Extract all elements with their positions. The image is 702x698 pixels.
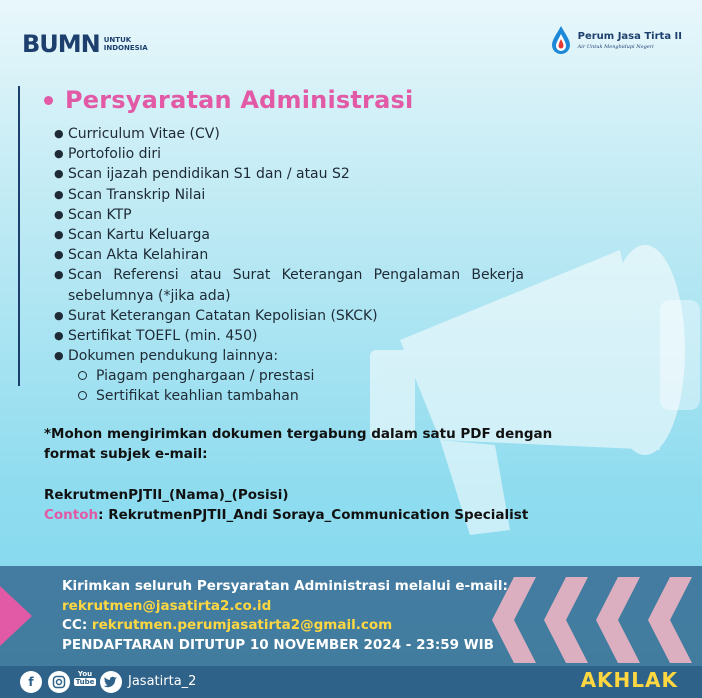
pink-triangle: [0, 586, 32, 646]
list-item: ● Scan KTP: [54, 206, 132, 223]
subject-format: RekrutmenPJTII_(Nama)_(Posisi): [44, 487, 289, 503]
pjt-name: Perum Jasa Tirta II: [577, 30, 682, 42]
bumn-sub-line2: INDONESIA: [103, 44, 148, 52]
cc-line: [62, 616, 508, 636]
deadline: PENDAFTARAN DITUTUP 10 NOVEMBER 2024 - 23:59 WIB: [62, 636, 494, 653]
chevron-left-icon: [488, 575, 542, 665]
list-item: ● Curriculum Vitae (CV): [54, 126, 220, 142]
facebook-icon[interactable]: f: [20, 671, 42, 693]
title-text: Persyaratan Administrasi: [65, 86, 414, 114]
sub-list-wrapper: [54, 366, 524, 406]
list-item: ● Dokumen pendukung lainnya:: [54, 348, 279, 365]
bumn-sub-line1: UNTUK: [103, 36, 132, 44]
list-item: ● Scan Kartu Keluarga: [54, 227, 210, 244]
title-bullet: [44, 96, 53, 105]
list-item: ● Scan Akta Kelahiran: [54, 247, 209, 264]
sub-requirements-list: [54, 366, 524, 406]
social-handle: Jasatirta_2: [128, 674, 197, 689]
list-item: ● Scan Referensi atau Surat Keterangan Pengalaman Bekerja sebelumnya (*jika ada): [54, 267, 524, 304]
chevron-left-icon: [540, 575, 594, 665]
list-item: ● Portofolio diri: [54, 146, 162, 163]
akhlak-logo: AKHLAK: [580, 668, 678, 692]
twitter-icon[interactable]: [100, 671, 122, 693]
sub-list-item: Piagam penghargaan / prestasi: [78, 366, 524, 386]
list-item: ● Surat Keterangan Catatan Kepolisian (SKCK): [54, 307, 378, 324]
instagram-icon[interactable]: [48, 671, 70, 693]
subject-example: [44, 505, 528, 525]
vertical-divider: [18, 86, 20, 386]
contact-text: [62, 577, 508, 655]
requirements-list: [54, 124, 524, 406]
chevron-left-icon: [644, 575, 698, 665]
bumn-subtitle: [104, 36, 148, 52]
section-title: [44, 86, 413, 114]
submission-note: *Mohon mengirimkan dokumen tergabung dalam satu PDF dengan format subjek e-mail:: [44, 426, 553, 462]
bumn-logo: [22, 30, 148, 58]
list-item: ● Scan Transkrip Nilai: [54, 186, 206, 203]
youtube-icon[interactable]: You Tube: [75, 670, 95, 686]
bumn-mark: BUMN: [22, 30, 100, 58]
example-label: Contoh: [44, 507, 99, 523]
contact-email[interactable]: rekrutmen@jasatirta2.co.id: [62, 597, 272, 614]
chevron-left-icon: [592, 575, 646, 665]
water-drop-icon: [550, 25, 572, 55]
list-item: ● Sertifikat TOEFL (min. 450): [54, 328, 258, 345]
cc-email[interactable]: rekrutmen.perumjasatirta2@gmail.com: [91, 617, 393, 633]
pjt-tagline: Air Untuk Menghidupi Negeri: [577, 43, 654, 50]
sub-list-item: Sertifikat keahlian tambahan: [78, 386, 524, 406]
contact-line: Kirimkan seluruh Persyaratan Administrasi melalui e-mail:: [62, 578, 508, 594]
list-item: ● Scan ijazah pendidikan S1 dan / atau S2: [54, 166, 350, 183]
pjt-logo: [550, 25, 682, 55]
cc-label: CC:: [62, 617, 92, 633]
example-value: : RekrutmenPJTII_Andi Soraya_Communication Specialist: [98, 507, 529, 523]
